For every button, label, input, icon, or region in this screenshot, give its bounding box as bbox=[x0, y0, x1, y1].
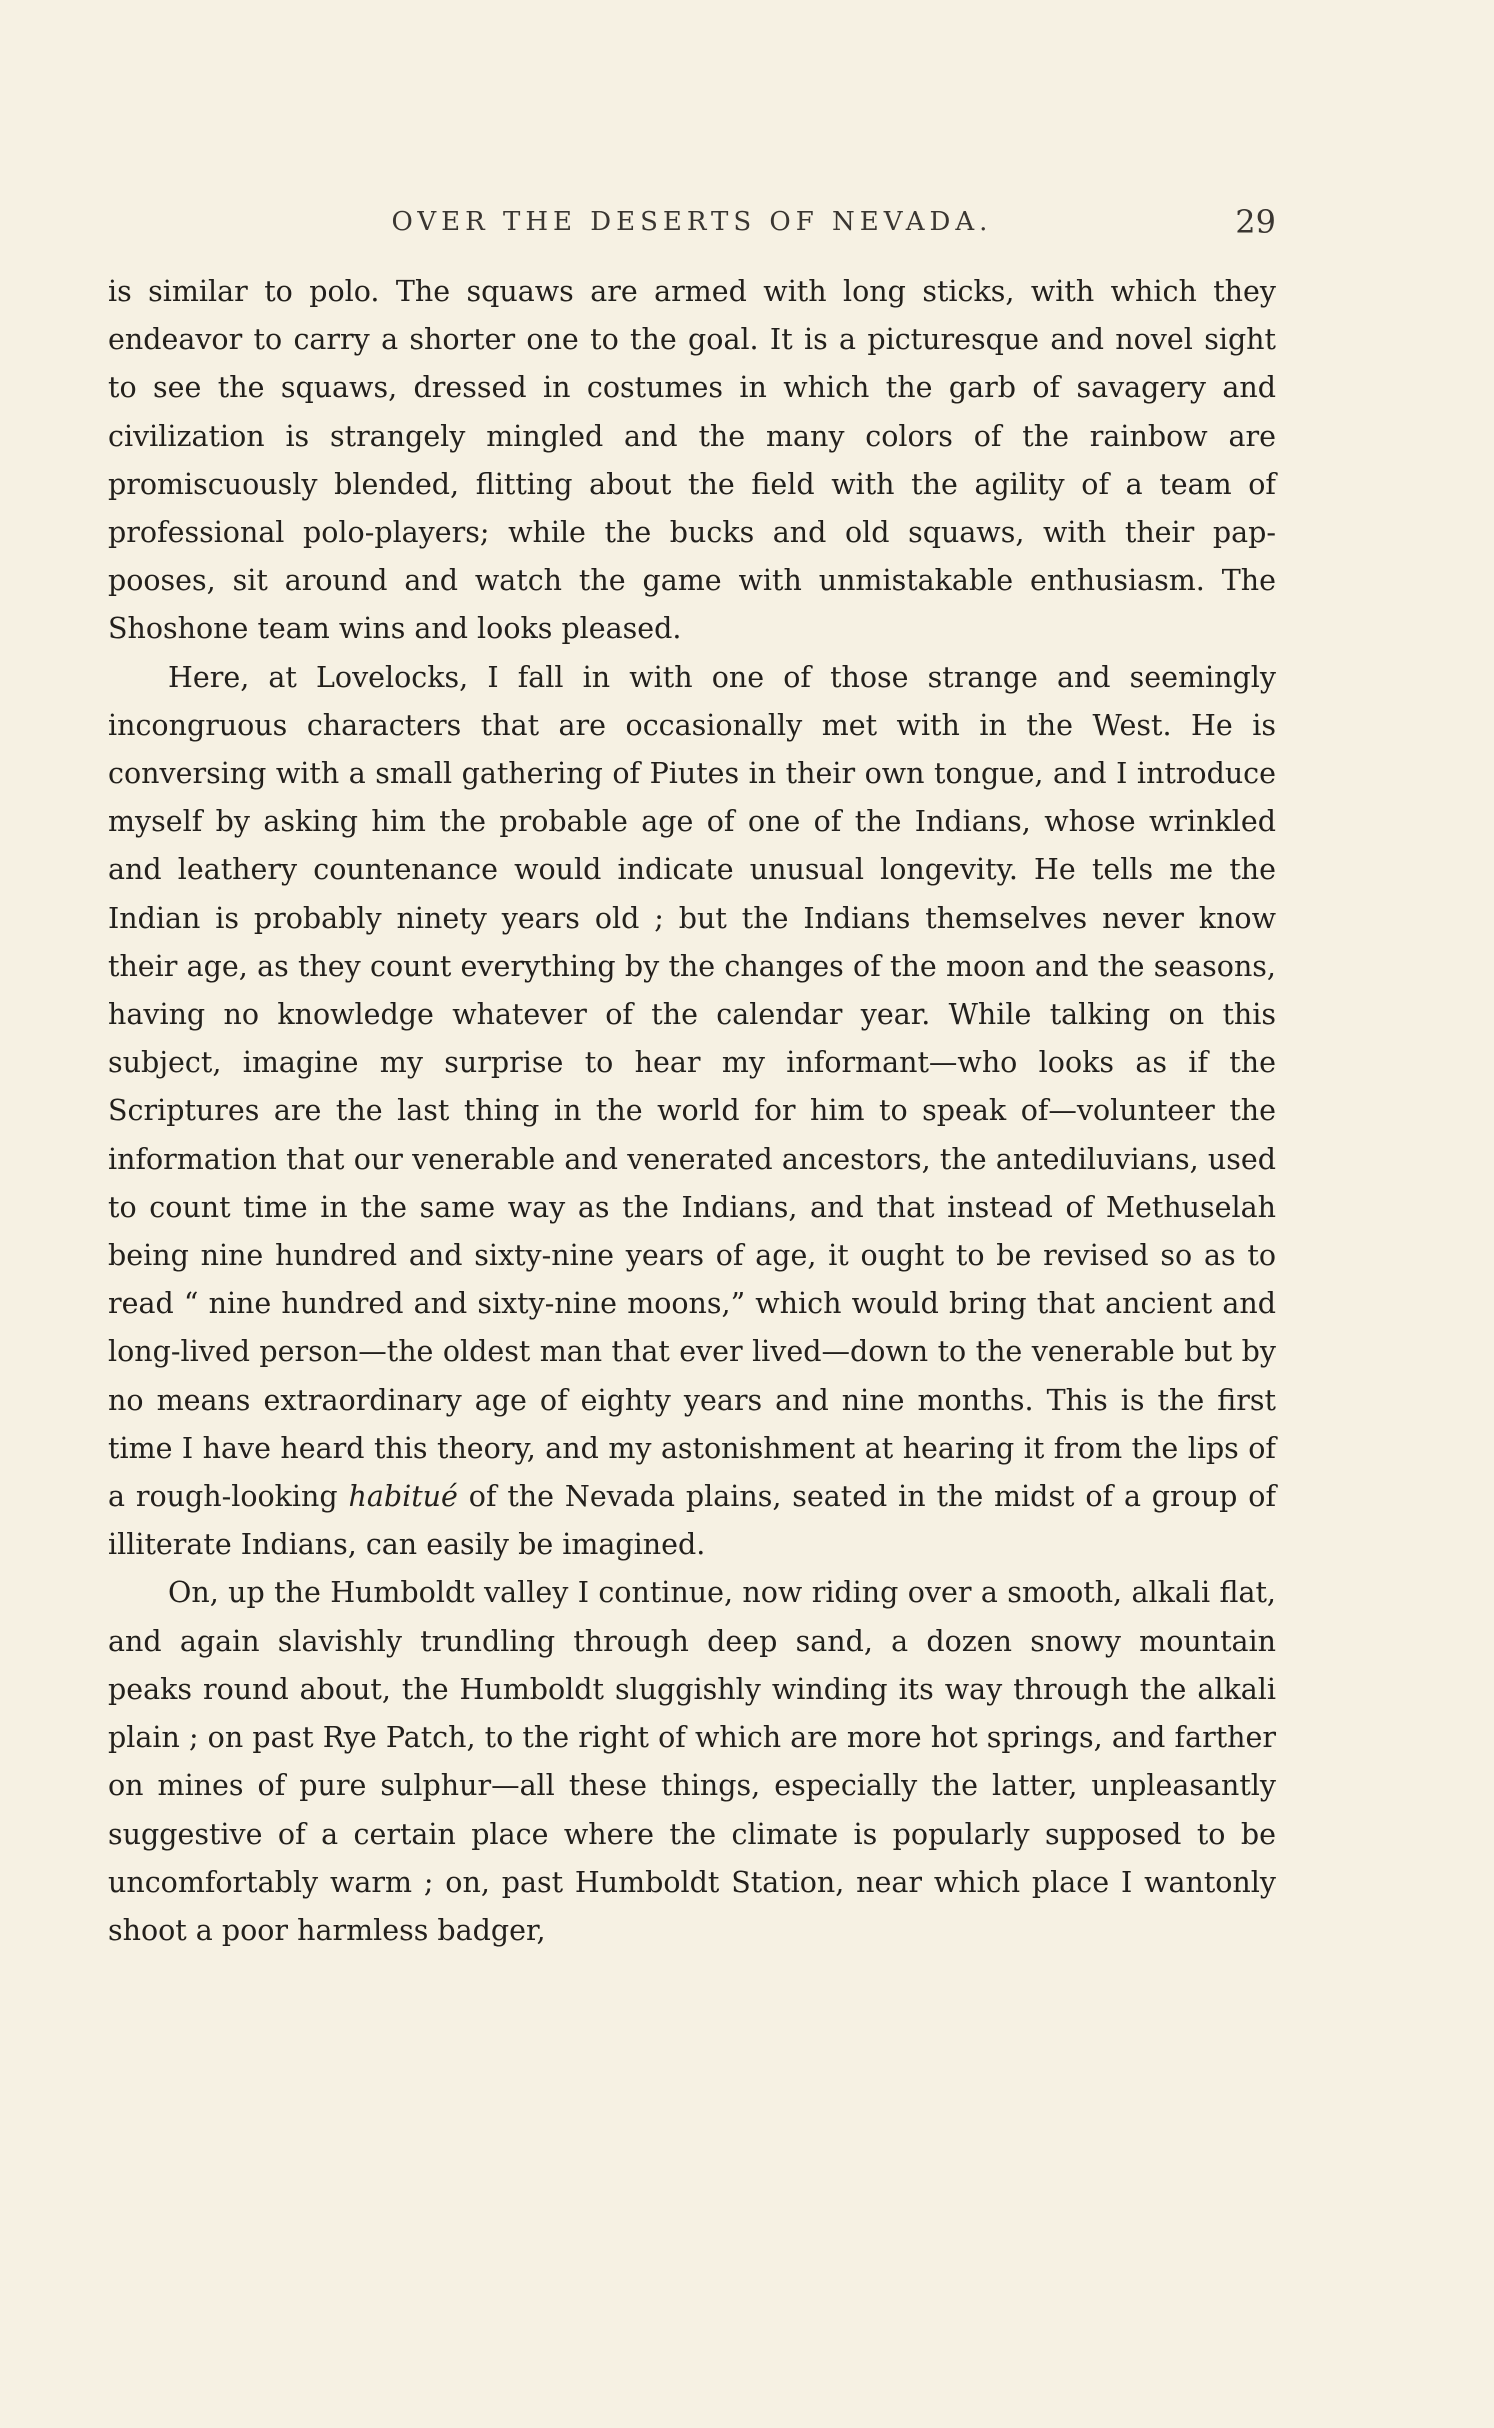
paragraph-1 bbox=[108, 268, 1276, 654]
body-text bbox=[108, 268, 1276, 1955]
paragraph-3-text: On, up the Humboldt valley I continue, now riding over a smooth, alkali flat, and again slavishly trundling through deep sand, a dozen snowy mountain peaks round about, the Humboldt sluggishly winding its way through the alkali plain ; on past Rye Patch, to the right of which are more hot springs, and farther on mines of pure sulphur—all these things, especially the latter, unpleasantly suggestive of a certain place where the climate is popularly supposed to be uncomfortably warm ; on, past Humboldt Station, near which place I wantonly shoot a poor harmless badger, bbox=[108, 1576, 1276, 1947]
paragraph-2-text: Here, at Lovelocks, I fall in with one of those strange and seemingly incongruous characters that are occasionally met with in the West. He is conversing with a small gathering of Piutes in their own tongue, and I introduce myself by asking him the probable age of one of the Indians, whose wrinkled and leathery countenance would indicate unusual longevity. He tells me the Indian is probably ninety years old ; but the Indians themselves never know their age, as they count everything by the changes of the moon and the seasons, having no knowledge whatever of the calendar year. While talking on this subject, imagine my surprise to hear my informant—who looks as if the Scriptures are the last thing in the world for him to speak of—volunteer the information that our venerable and venerated ancestors, the antediluvians, used to count time in the same way as the Indians, and that instead of Methuselah being nine hundred and sixty-nine years of age, it ought to be revised so as to read “ nine hundred and sixty-nine moons,” which would bring that ancient and long-lived person—the oldest man that ever lived—down to the venerable but by no means extraordinary age of eighty years and nine months. This is the first time I have heard this theory, and my astonishment at hearing it from the lips of a rough-looking bbox=[108, 660, 1276, 1514]
italic-term: habitué bbox=[348, 1480, 458, 1514]
page-header bbox=[108, 200, 1276, 244]
page-number: 29 bbox=[1235, 203, 1276, 241]
paragraph-2 bbox=[108, 654, 1276, 1570]
paragraph-2-end: of the Nevada plains, seated in the midst of a group of illiterate Indians, can easily be imagined. bbox=[108, 1480, 1276, 1562]
paragraph-1-text: is similar to polo. The squaws are armed with long sticks, with which they endeavor to carry a shorter one to the goal. It is a picturesque and novel sight to see the squaws, dressed in costumes in which the garb of savagery and civilization is strangely mingled and the many colors of the rainbow are promiscuously blended, flitting about the field with the agility of a team of professional polo-players; while the bucks and old squaws, with their pappooses, sit around and watch the game with unmistakable enthusiasm. The Shoshone team wins and looks pleased. bbox=[108, 275, 1276, 646]
paragraph-3 bbox=[108, 1569, 1276, 1955]
running-head: OVER THE DESERTS OF NEVADA. bbox=[391, 207, 993, 237]
